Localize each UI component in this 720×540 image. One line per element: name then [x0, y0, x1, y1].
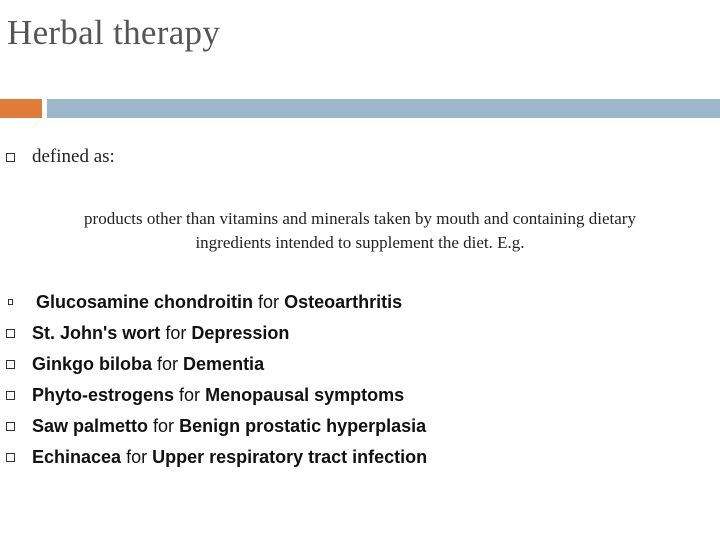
condition-name: Dementia [183, 354, 265, 374]
list-item [32, 416, 426, 437]
bullet-icon [6, 453, 15, 462]
herb-name: Glucosamine chondroitin [36, 292, 254, 312]
herb-name: Saw palmetto [32, 416, 149, 436]
list-item [32, 447, 427, 468]
connector: for [126, 447, 148, 467]
bullet-icon [6, 329, 15, 338]
connector: for [157, 354, 179, 374]
bullet-icon [6, 391, 15, 400]
list-item [32, 354, 264, 375]
connector: for [179, 385, 201, 405]
bullet-icon [8, 299, 13, 305]
condition-name: Benign prostatic hyperplasia [179, 416, 427, 436]
herb-name: Phyto-estrogens [32, 385, 175, 405]
list-item [32, 323, 289, 344]
header-band [47, 99, 720, 118]
definition-line-2: ingredients intended to supplement the diet. E.g. [195, 233, 525, 252]
bullet-icon [6, 360, 15, 369]
definition-line-1: products other than vitamins and minerals taken by mouth and containing dietary [84, 209, 636, 228]
intro-text: defined as: [32, 146, 115, 167]
connector: for [165, 323, 187, 343]
condition-name: Menopausal symptoms [205, 385, 405, 405]
list-item [32, 385, 404, 406]
condition-name: Upper respiratory tract infection [152, 447, 428, 467]
bullet-icon [6, 422, 15, 431]
herb-name: Ginkgo biloba [32, 354, 152, 374]
condition-name: Osteoarthritis [284, 292, 403, 312]
connector: for [258, 292, 280, 312]
connector: for [153, 416, 175, 436]
bullet-icon [6, 153, 15, 162]
definition-text [30, 207, 690, 255]
herb-name: St. John's wort [32, 323, 161, 343]
slide-title: Herbal therapy [7, 13, 221, 52]
herb-name: Echinacea [32, 447, 122, 467]
condition-name: Depression [191, 323, 290, 343]
accent-bar [0, 99, 42, 118]
list-item [36, 292, 402, 313]
